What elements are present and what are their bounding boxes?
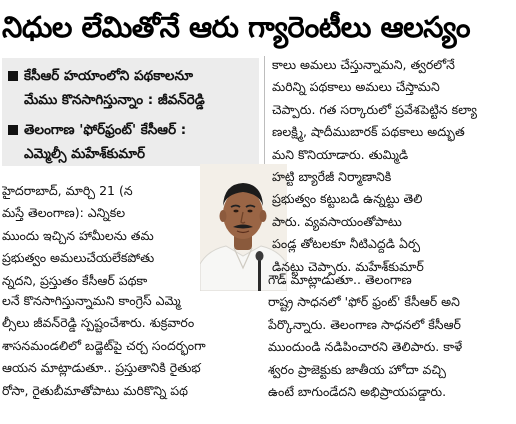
body-text-line: రోసా, రైతుబీమాతోపాటు మరికొన్ని పథ — [2, 382, 188, 398]
deck-line: తెలంగాణ 'ఫోర్‌ఫ్రంట్' కేసీఆర్ : — [24, 122, 187, 138]
body-column-right-top — [272, 54, 514, 278]
body-text-line: మని కొనియాడారు. తుమ్మిడి — [272, 146, 409, 162]
body-text-line: శాసనమండలిలో బడ్జెట్‌పై చర్చ సందర్భంగా — [2, 337, 206, 353]
body-text-line: న్నదని, ప్రస్తుతం కేసీఆర్ పథకా — [2, 272, 148, 288]
body-text-line: మస్తే తెలంగాణ): ఎన్నికల — [2, 205, 126, 221]
deck-line: కేసీఆర్ హయాంలోని పథకాలనూ — [24, 68, 193, 84]
body-text-line: పండ్ల తోటలకూ నీటిఎద్దడి ఏర్ప — [272, 236, 421, 252]
body-column-left-top — [2, 180, 198, 292]
body-text-line: ణలక్ష్మి, షాదీముబారక్ పథకాలు అద్భుత — [272, 124, 465, 140]
body-text-line: లనే కొనసాగిస్తున్నామని కాంగ్రెస్ ఎమ్మె — [2, 293, 181, 308]
body-text-line: గౌడ్ మాట్లాడుతూ.. తెలంగాణ — [268, 272, 412, 287]
body-text-line: కాలు అమలు చేస్తున్నామని, త్వరలోనే — [272, 57, 455, 72]
body-text-line: శ్వరం ప్రాజెక్టుకు జాతీయ హోదా వచ్చి — [268, 361, 447, 377]
body-column-left-bottom — [2, 290, 262, 402]
body-text-line: ప్రభుత్వం అమలుచేయలేకపోతు — [2, 250, 155, 266]
square-bullet-icon — [8, 125, 18, 135]
body-text-line: హట్టి బ్యారేజీ నిర్మాణానికి — [272, 168, 392, 184]
body-text-line: ప్రభుత్వం కట్టుబడి ఉన్నట్టు తెలి — [272, 191, 423, 207]
body-text-line: పేర్కొన్నారు. తెలంగాణ సాధనలో కేసీఆర్ — [268, 316, 461, 332]
deck-box — [2, 58, 259, 166]
body-text-line: ఉంటే బాగుండేదని అభిప్రాయపడ్డారు. — [268, 383, 447, 399]
body-text-line: హైదరాబాద్, మార్చి 21 (న — [2, 183, 133, 198]
body-text-line: ల్సీలు జీవన్‌రెడ్డి స్పష్టంచేశారు. శుక్రవారం — [2, 315, 195, 331]
deck-line: ఎమ్మెల్సీ మహేశ్‌కుమార్ — [24, 146, 145, 162]
body-text-line: పారు. వ్యవసాయంతోపాటు — [272, 213, 402, 229]
deck-line: మేము కొనసాగిస్తున్నాం : జీవన్‌రెడ్డి — [24, 92, 205, 108]
body-text-line: ముందుండి నడిపించారని తెలిపారు. కాళే — [268, 339, 463, 355]
body-text-line: మరిన్ని పథకాలు అమలు చేస్తామని — [272, 79, 440, 95]
headline: నిధుల లేమితోనే ఆరు గ్యారెంటీలు ఆలస్యం — [2, 10, 471, 44]
body-column-right-bottom — [268, 269, 514, 403]
body-text-line: చెప్పారు. గత సర్కారులో ప్రవేశపెట్టిన కల్యా — [272, 101, 477, 117]
body-text-line: ఆయన మాట్లాడుతూ.. ప్రస్తుతానికి రైతుభ — [2, 360, 201, 376]
body-text-line: డినట్టు చెప్పారు. మహేశ్‌కుమార్ — [272, 258, 424, 274]
square-bullet-icon — [8, 71, 18, 81]
body-text-line: రాష్ట్ర సాధనలో 'ఫోర్ ఫ్రంట్' కేసీఆర్ అని — [268, 294, 460, 310]
body-text-line: ముందు ఇచ్చిన హామీలను తమ — [2, 227, 154, 243]
